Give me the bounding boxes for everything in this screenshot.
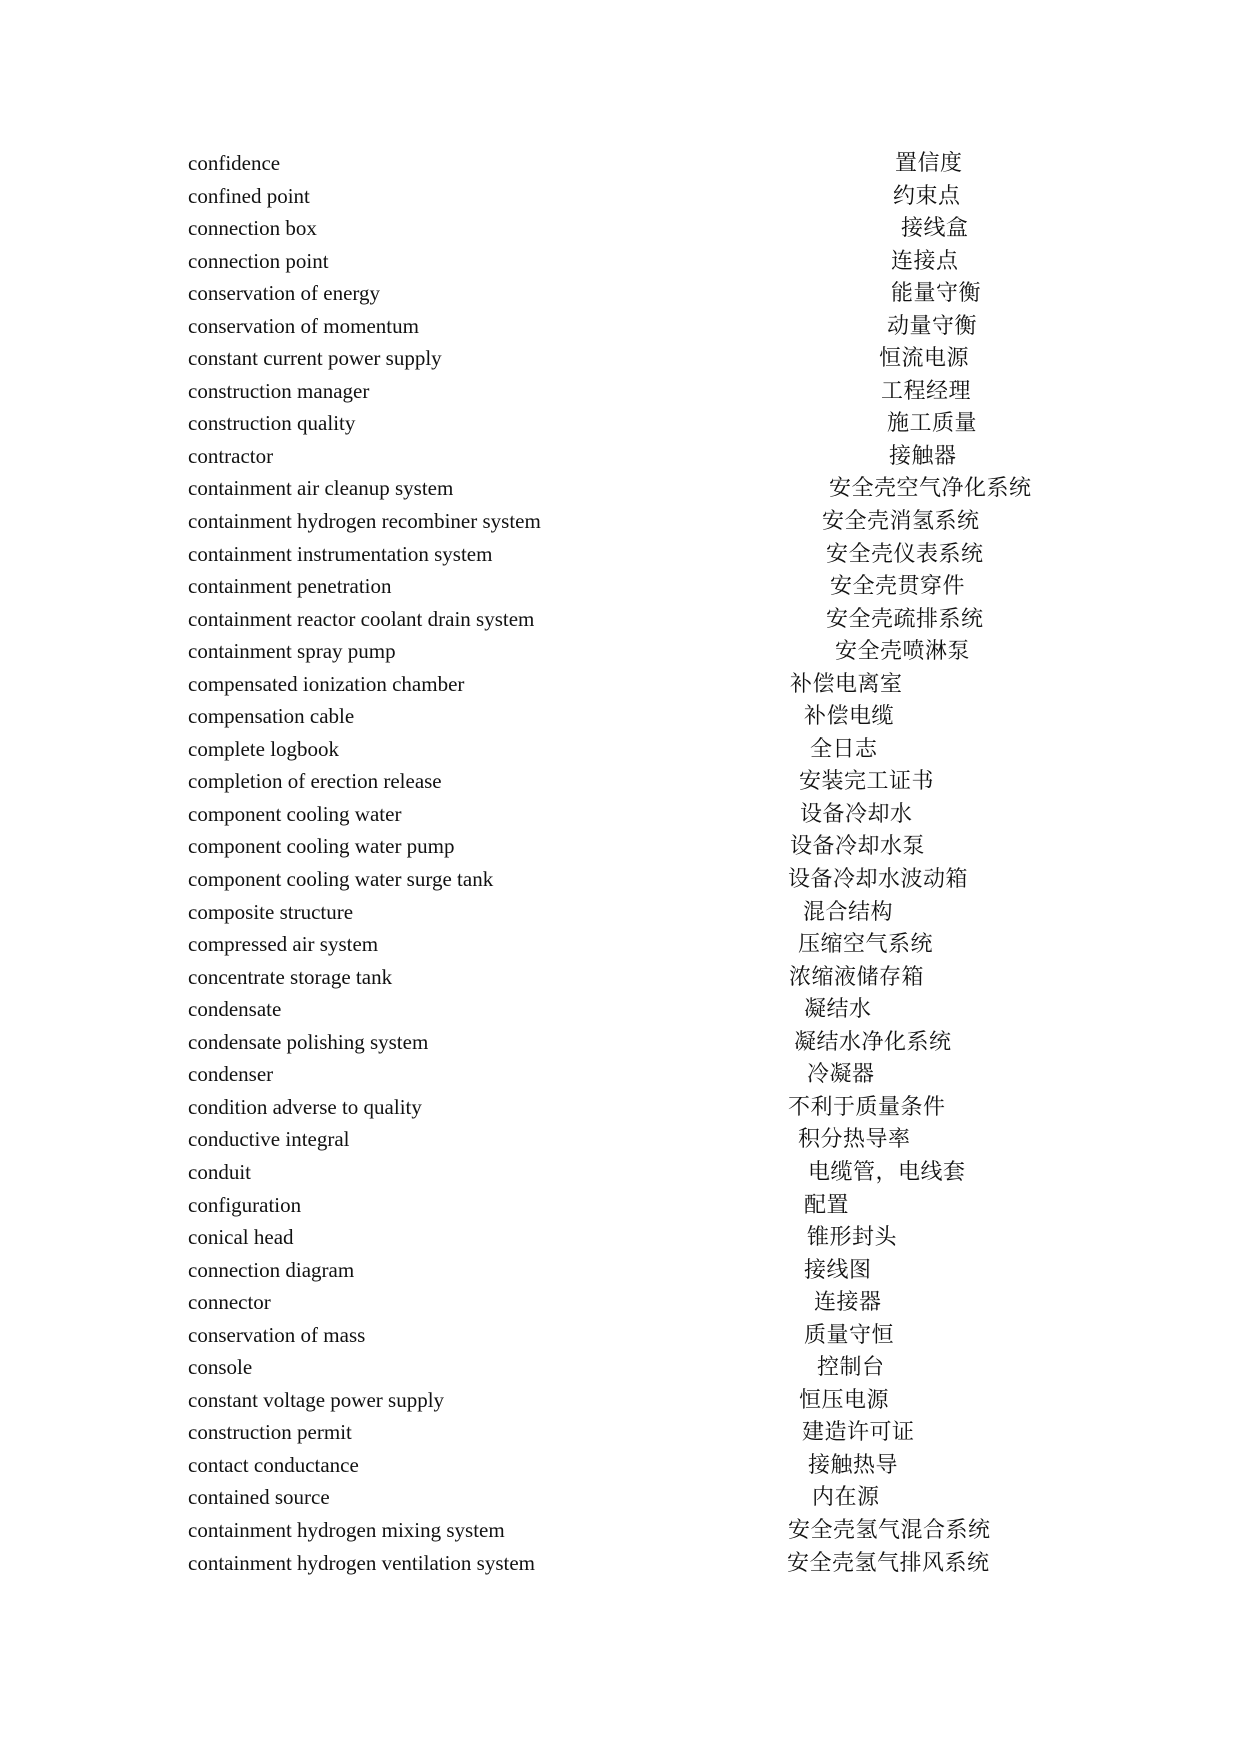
chinese-term: 工程经理	[881, 377, 972, 403]
chinese-term: 置信度	[895, 150, 963, 175]
chinese-term: 建造许可证	[802, 1419, 915, 1445]
chinese-term: 补偿电缆	[804, 703, 895, 729]
english-term: connector	[188, 1290, 271, 1315]
chinese-term: 内在源	[812, 1484, 880, 1510]
chinese-term: 全日志	[810, 735, 878, 761]
english-term: compressed air system	[188, 932, 379, 957]
chinese-term: 能量守衡	[891, 280, 982, 306]
glossary-entry	[0, 1485, 1241, 1518]
chinese-term: 恒流电源	[879, 345, 970, 371]
chinese-term: 施工质量	[887, 410, 978, 436]
glossary-entry	[0, 639, 1241, 672]
glossary-entry	[0, 965, 1241, 998]
glossary-list	[0, 151, 1241, 1583]
glossary-entry	[0, 1323, 1241, 1356]
english-term: configuration	[188, 1192, 302, 1217]
english-term: construction quality	[188, 411, 356, 436]
english-term: conical head	[188, 1225, 294, 1250]
chinese-term: 设备冷却水	[800, 800, 913, 826]
chinese-term: 设备冷却水泵	[790, 833, 926, 859]
chinese-term: 质量守恒	[804, 1321, 895, 1347]
glossary-entry	[0, 542, 1241, 575]
english-term: construction manager	[188, 378, 370, 403]
english-term: compensation cable	[188, 704, 355, 729]
glossary-entry	[0, 802, 1241, 835]
glossary-entry	[0, 151, 1241, 184]
chinese-term: 接触器	[889, 442, 957, 468]
english-term: compensated ionization chamber	[188, 671, 465, 696]
glossary-entry	[0, 672, 1241, 705]
chinese-term: 安全壳喷淋泵	[835, 638, 971, 664]
chinese-term: 配置	[804, 1191, 850, 1217]
english-term: containment spray pump	[188, 639, 396, 664]
english-term: construction permit	[188, 1420, 352, 1445]
chinese-term: 动量守衡	[887, 312, 978, 338]
english-term: containment reactor coolant drain system	[188, 606, 535, 631]
english-term: contractor	[188, 443, 274, 468]
chinese-term: 补偿电离室	[790, 670, 903, 696]
english-term: component cooling water pump	[188, 834, 455, 859]
glossary-entry	[0, 932, 1241, 965]
english-term: containment hydrogen ventilation system	[188, 1550, 536, 1575]
glossary-entry	[0, 281, 1241, 314]
glossary-entry	[0, 607, 1241, 640]
glossary-entry	[0, 997, 1241, 1030]
glossary-entry	[0, 1095, 1241, 1128]
english-term: containment instrumentation system	[188, 541, 493, 566]
chinese-term: 安全壳氢气混合系统	[788, 1516, 991, 1542]
glossary-entry	[0, 867, 1241, 900]
english-term: conductive integral	[188, 1127, 350, 1152]
chinese-term: 电缆管，电线套	[808, 1158, 966, 1184]
glossary-entry	[0, 509, 1241, 542]
english-term: conservation of mass	[188, 1322, 366, 1347]
english-term: conservation of energy	[188, 281, 381, 306]
glossary-entry	[0, 1030, 1241, 1063]
glossary-entry	[0, 1420, 1241, 1453]
english-term: contained source	[188, 1485, 330, 1510]
english-term: confidence	[188, 151, 281, 175]
english-term: console	[188, 1355, 253, 1380]
chinese-term: 安全壳疏排系统	[826, 605, 984, 631]
chinese-term: 恒压电源	[799, 1386, 890, 1412]
glossary-entry	[0, 346, 1241, 379]
english-term: conservation of momentum	[188, 313, 419, 338]
english-term: connection point	[188, 248, 329, 273]
glossary-entry	[0, 1518, 1241, 1551]
english-term: conduit	[188, 1159, 251, 1184]
glossary-entry	[0, 1062, 1241, 1095]
english-term: concentrate storage tank	[188, 964, 393, 989]
chinese-term: 接线图	[804, 1256, 872, 1282]
chinese-term: 不利于质量条件	[788, 1093, 946, 1119]
glossary-entry	[0, 769, 1241, 802]
english-term: constant current power supply	[188, 346, 442, 371]
english-term: containment air cleanup system	[188, 476, 454, 501]
english-term: connection box	[188, 216, 317, 241]
chinese-term: 接触热导	[808, 1451, 899, 1477]
glossary-entry	[0, 1193, 1241, 1226]
chinese-term: 安全壳消氢系统	[822, 508, 980, 534]
glossary-entry	[0, 476, 1241, 509]
glossary-entry	[0, 249, 1241, 282]
chinese-term: 连接点	[891, 247, 959, 273]
english-term: containment hydrogen recombiner system	[188, 509, 541, 534]
chinese-term: 压缩空气系统	[798, 931, 934, 957]
glossary-entry	[0, 1355, 1241, 1388]
glossary-entry	[0, 1453, 1241, 1486]
english-term: connection diagram	[188, 1257, 355, 1282]
chinese-term: 连接器	[814, 1289, 882, 1315]
chinese-term: 凝结水净化系统	[794, 1028, 952, 1054]
glossary-entry	[0, 216, 1241, 249]
english-term: component cooling water	[188, 801, 402, 826]
chinese-term: 设备冷却水波动箱	[788, 866, 969, 892]
glossary-entry	[0, 834, 1241, 867]
chinese-term: 安全壳仪表系统	[826, 540, 984, 566]
chinese-term: 安装完工证书	[799, 768, 935, 794]
glossary-entry	[0, 444, 1241, 477]
chinese-term: 接线盒	[901, 215, 969, 241]
english-term: condition adverse to quality	[188, 1094, 422, 1119]
english-term: condensate	[188, 997, 282, 1022]
chinese-term: 控制台	[817, 1354, 885, 1380]
glossary-entry	[0, 411, 1241, 444]
english-term: constant voltage power supply	[188, 1387, 445, 1412]
chinese-term: 安全壳氢气排风系统	[787, 1549, 990, 1575]
glossary-entry	[0, 1160, 1241, 1193]
english-term: complete logbook	[188, 736, 340, 761]
english-term: completion of erection release	[188, 769, 442, 794]
english-term: containment hydrogen mixing system	[188, 1517, 505, 1542]
glossary-entry	[0, 574, 1241, 607]
glossary-entry	[0, 1258, 1241, 1291]
chinese-term: 冷凝器	[807, 1061, 875, 1087]
english-term: containment penetration	[188, 574, 392, 599]
chinese-term: 锥形封头	[807, 1224, 898, 1250]
glossary-entry	[0, 1127, 1241, 1160]
english-term: contact conductance	[188, 1452, 359, 1477]
glossary-entry	[0, 184, 1241, 217]
glossary-entry	[0, 737, 1241, 770]
chinese-term: 安全壳空气净化系统	[829, 475, 1032, 501]
chinese-term: 浓缩液储存箱	[789, 963, 925, 989]
glossary-entry	[0, 704, 1241, 737]
english-term: condensate polishing system	[188, 1029, 429, 1054]
chinese-term: 凝结水	[804, 996, 872, 1022]
chinese-term: 约束点	[893, 182, 961, 208]
chinese-term: 安全壳贯穿件	[830, 573, 966, 599]
glossary-entry	[0, 379, 1241, 412]
english-term: composite structure	[188, 899, 354, 924]
chinese-term: 混合结构	[803, 898, 894, 924]
english-term: confined point	[188, 183, 310, 208]
glossary-entry	[0, 314, 1241, 347]
glossary-entry	[0, 1290, 1241, 1323]
glossary-entry	[0, 1388, 1241, 1421]
glossary-entry	[0, 1225, 1241, 1258]
glossary-entry	[0, 900, 1241, 933]
chinese-term: 积分热导率	[798, 1126, 911, 1152]
glossary-entry	[0, 1551, 1241, 1584]
english-term: condenser	[188, 1062, 274, 1087]
english-term: component cooling water surge tank	[188, 867, 494, 892]
